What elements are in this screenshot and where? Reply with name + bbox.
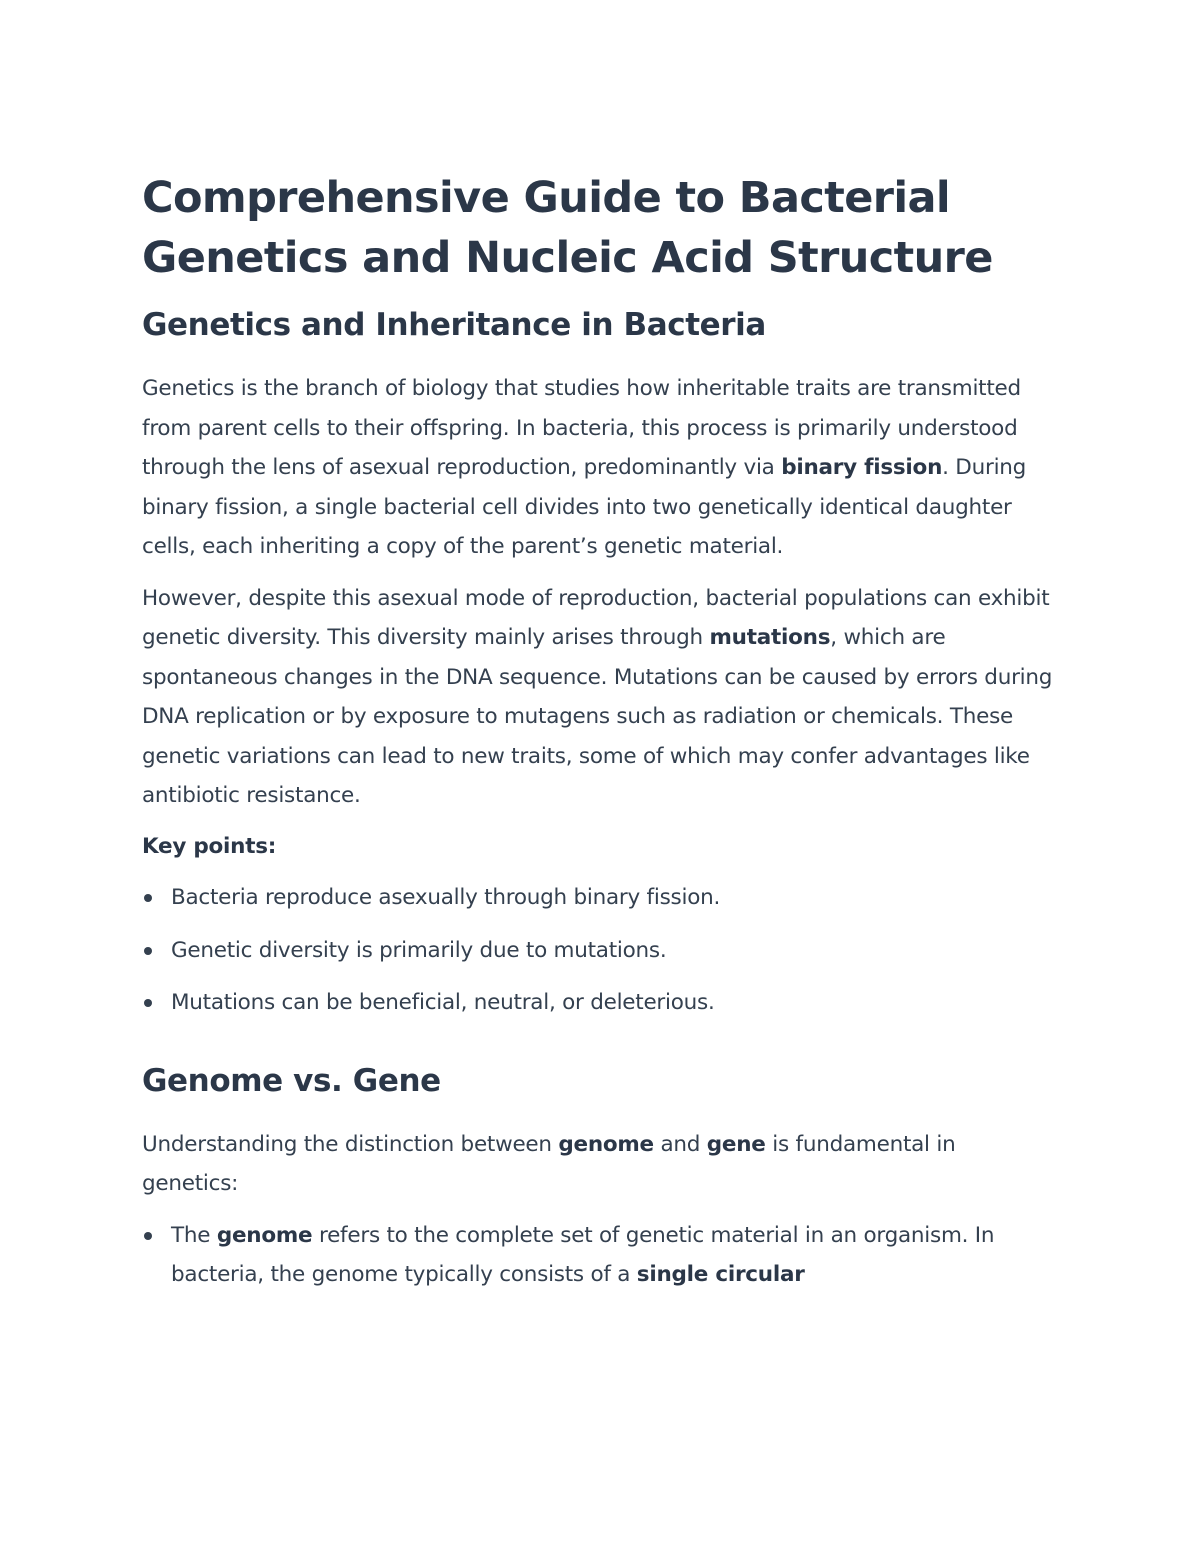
key-points-list: [142, 878, 1057, 1023]
text-span: Understanding the distinction between: [142, 1131, 559, 1157]
bold-term-mutations: mutations: [709, 625, 831, 650]
bold-term-genome: genome: [558, 1131, 654, 1157]
list-item: [142, 983, 1057, 1023]
bold-term-single-circular: single circular: [636, 1262, 805, 1287]
bullet-icon: [144, 894, 152, 902]
text-span: is fundamental in genetics:: [142, 1131, 956, 1196]
section-heading-genetics-inheritance: Genetics and Inheritance in Bacteria: [142, 307, 766, 343]
key-points-label-text: Key points:: [142, 833, 277, 859]
list-item: [142, 878, 1057, 918]
bullet-icon: [144, 1232, 152, 1240]
paragraph-binary-fission: [142, 369, 1057, 567]
paragraph-genome-gene-intro: [142, 1125, 1057, 1204]
text-span: and: [653, 1131, 707, 1157]
text-span: refers to the complete set of genetic material in an organism. In bacteria, the genome typically consists of a: [171, 1222, 995, 1287]
text-span: However, despite this asexual mode of reproduction, bacterial populations can exhibit genetic diversity. This diversity mainly arises through: [142, 585, 1050, 650]
key-points-label: [142, 827, 1057, 867]
section-heading-genome-vs-gene: Genome vs. Gene: [142, 1062, 441, 1099]
paragraph-mutations: [142, 579, 1057, 816]
list-item-text: Mutations can be beneficial, neutral, or deleterious.: [171, 990, 715, 1015]
text-span: , which are spontaneous changes in the DNA sequence. Mutations can be caused by errors during DNA replication or by exposure to mutagens such as radiation or chemicals. These genetic variations can lead to new traits, some of which may confer advantages like antibiotic resistance.: [142, 625, 1053, 808]
text-span: The: [171, 1222, 217, 1248]
text-span: . During binary fission, a single bacterial cell divides into two genetically identical daughter cells, each inheriting a copy of the parent’s genetic material.: [142, 455, 1027, 559]
list-item: [142, 931, 1057, 971]
list-item-text: Bacteria reproduce asexually through binary fission.: [171, 885, 721, 910]
bullet-icon: [144, 947, 152, 955]
bold-term-binary-fission: binary fission: [781, 455, 943, 480]
text-span: Genetics is the branch of biology that studies how inheritable traits are transmitted from parent cells to their offspring. In bacteria, this process is primarily understood through the lens of asexual reproduction, predominantly via: [142, 376, 1021, 480]
bold-term-genome: genome: [216, 1222, 313, 1248]
genome-gene-list: [142, 1216, 1057, 1295]
bullet-icon: [144, 999, 152, 1007]
list-item: [142, 1216, 1057, 1295]
list-item-text: Genetic diversity is primarily due to mutations.: [171, 937, 667, 963]
document-page: [142, 168, 1057, 1308]
document-title: Comprehensive Guide to Bacterial Genetics and Nucleic Acid Structure: [142, 173, 993, 283]
bold-term-gene: gene: [706, 1131, 766, 1157]
